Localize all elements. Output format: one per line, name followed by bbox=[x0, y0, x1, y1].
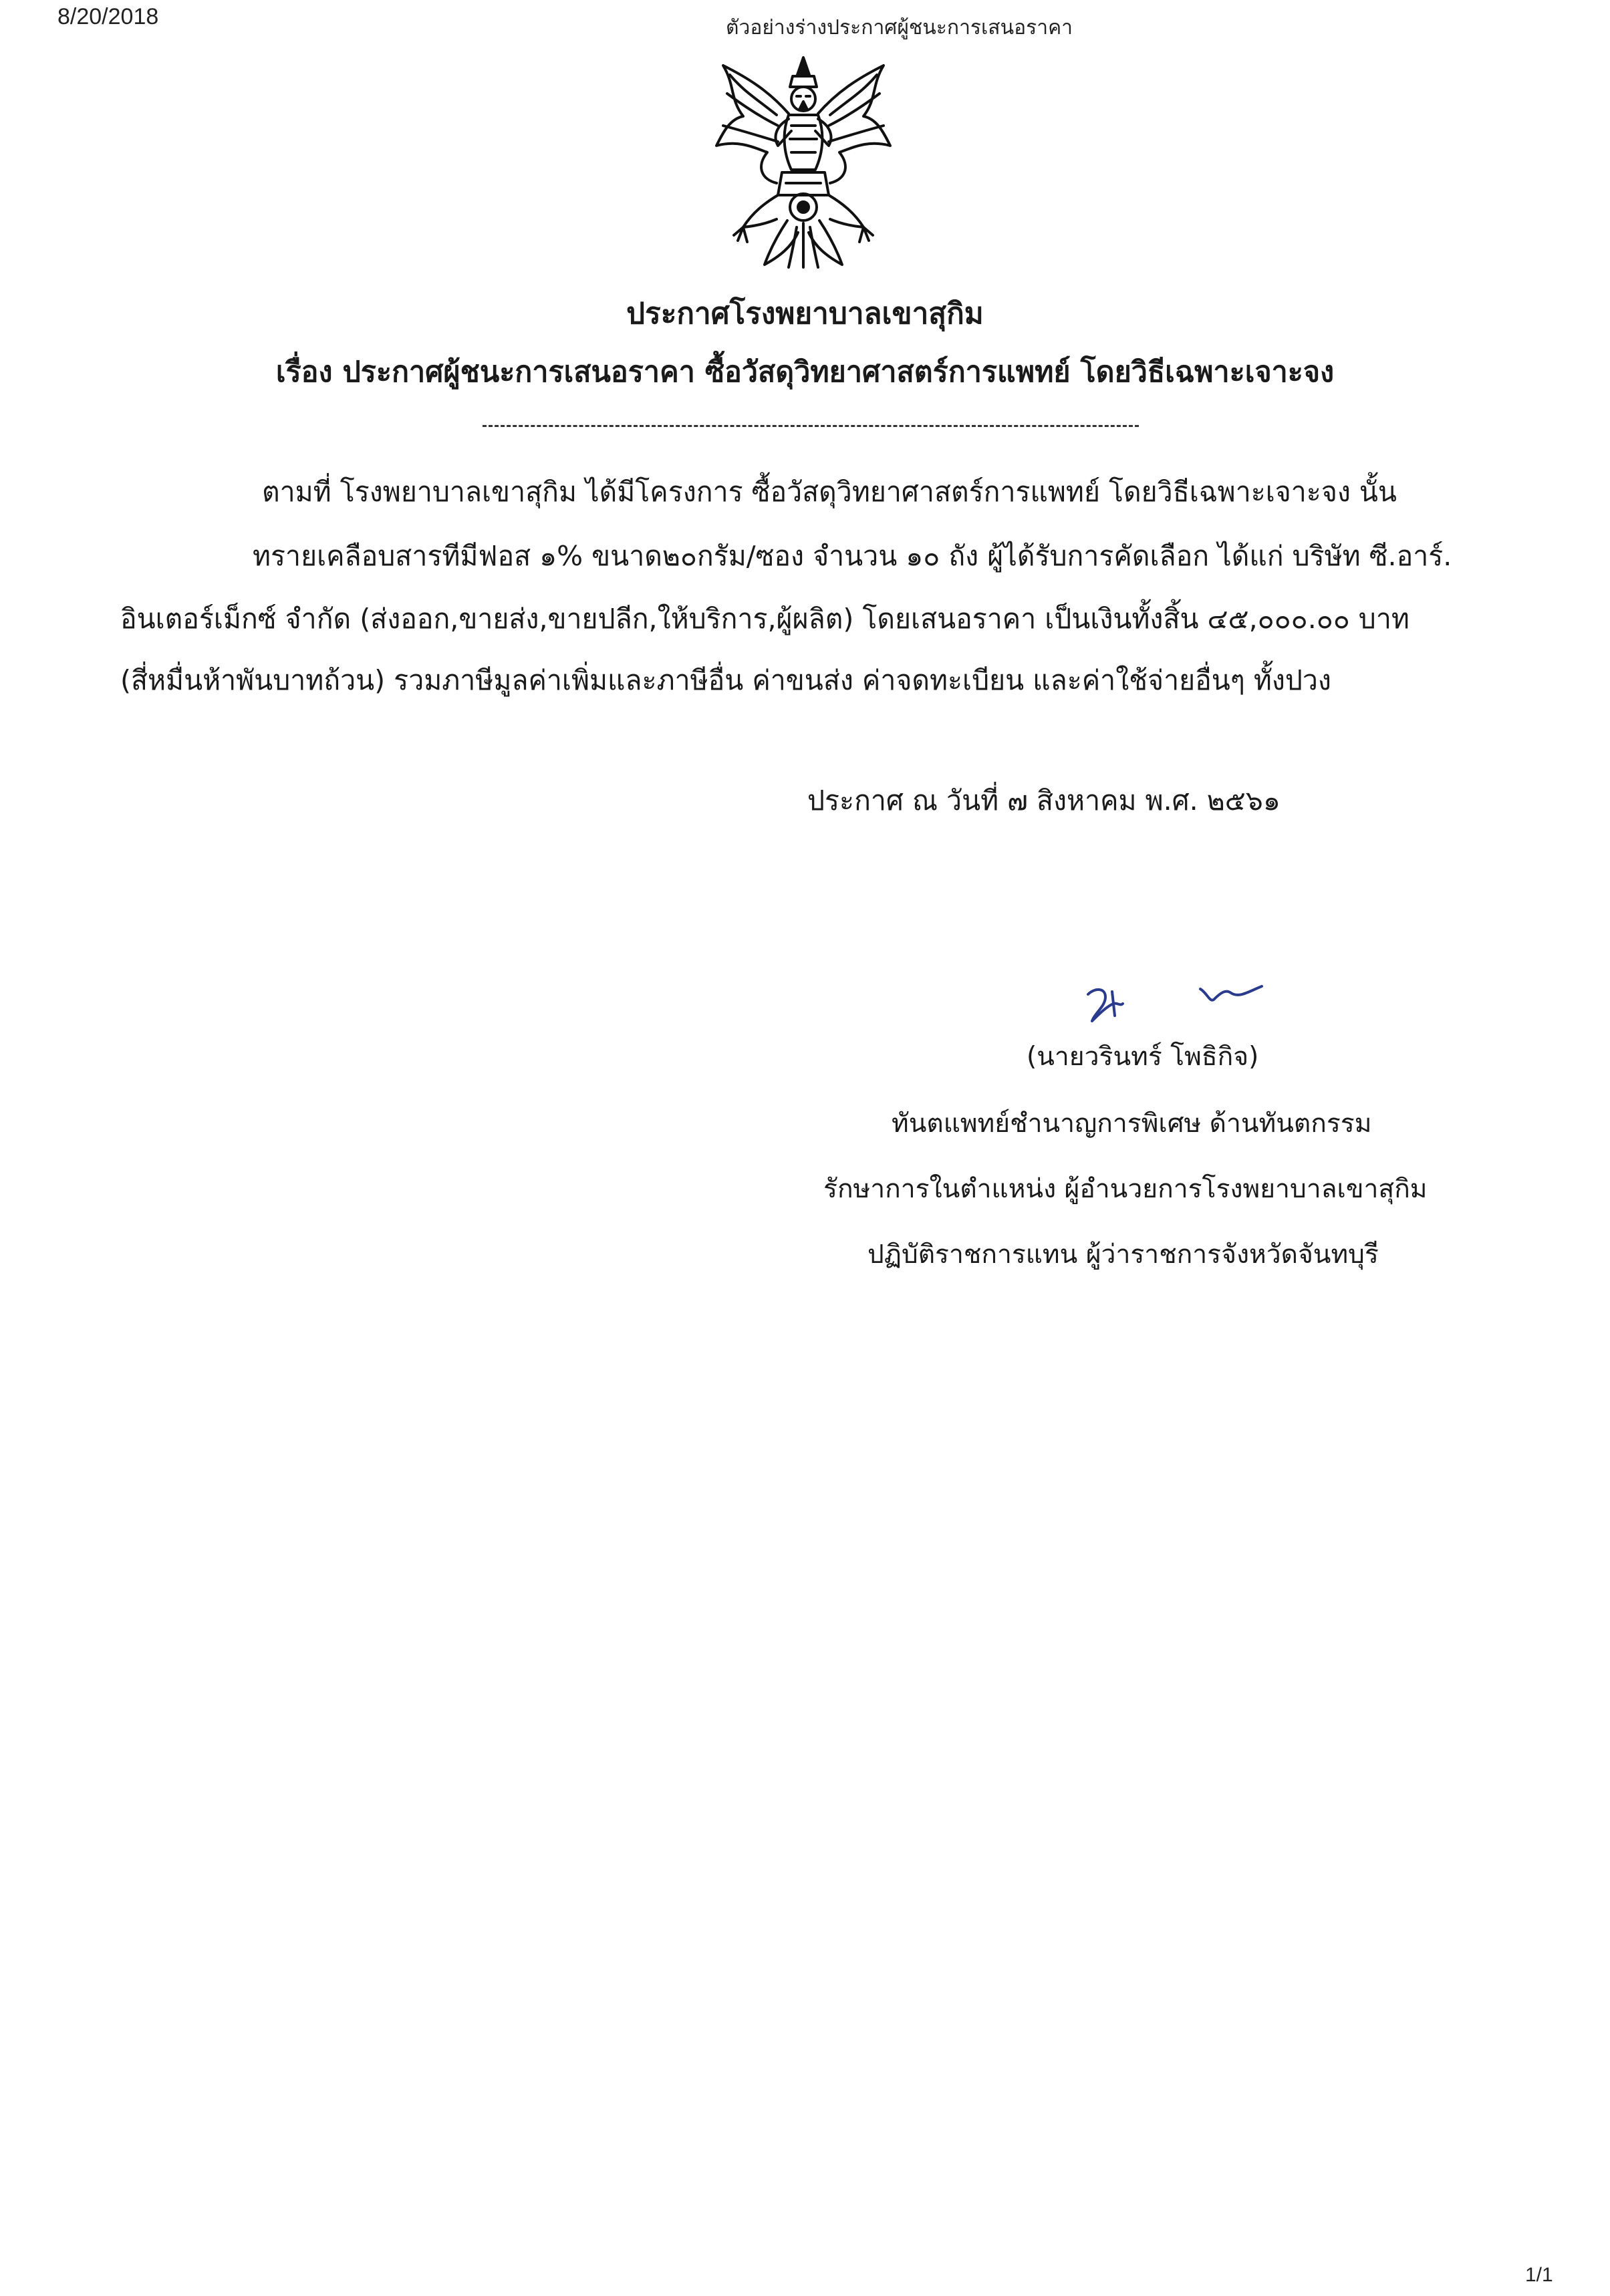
print-header-title: ตัวอย่างร่างประกาศผู้ชนะการเสนอราคา bbox=[726, 16, 1073, 39]
garuda-emblem-icon bbox=[703, 52, 904, 273]
announcement-subject: เรื่อง ประกาศผู้ชนะการเสนอราคา ซื้อวัสดุวิทยาศาสตร์การแพทย์ โดยวิธีเฉพาะเจาะจง bbox=[275, 355, 1335, 389]
announcement-title: ประกาศโรงพยาบาลเขาสุกิม bbox=[626, 297, 984, 331]
page-number: 1/1 bbox=[1525, 2264, 1553, 2286]
announcement-date: ประกาศ ณ วันที่ ๗ สิงหาคม พ.ศ. ๒๕๖๑ bbox=[807, 784, 1281, 817]
print-date: 8/20/2018 bbox=[57, 4, 159, 29]
signatory-name: (นายวรินทร์ โพธิกิจ) bbox=[1027, 1042, 1259, 1072]
dashed-divider bbox=[483, 425, 1139, 427]
signatory-position-3: ปฏิบัติราชการแทน ผู้ว่าราชการจังหวัดจันทบุรี bbox=[867, 1240, 1379, 1270]
handwritten-signature bbox=[1083, 962, 1270, 1042]
signatory-position-1: ทันตแพทย์ชำนาญการพิเศษ ด้านทันตกรรม bbox=[892, 1109, 1372, 1139]
body-paragraph-line-4: (สี่หมื่นห้าพันบาทถ้วน) รวมภาษีมูลค่าเพิ่มและภาษีอื่น ค่าขนส่ง ค่าจดทะเบียน และค่าใช้จ่ายอื่นๆ ทั้งปวง bbox=[120, 664, 1331, 696]
signatory-position-2: รักษาการในตำแหน่ง ผู้อำนวยการโรงพยาบาลเขาสุกิม bbox=[823, 1174, 1428, 1204]
body-paragraph-line-1: ตามที่ โรงพยาบาลเขาสุกิม ได้มีโครงการ ซื้อวัสดุวิทยาศาสตร์การแพทย์ โดยวิธีเฉพาะเจาะจง นั้น bbox=[262, 476, 1397, 508]
body-paragraph-line-3: อินเตอร์เม็กซ์ จำกัด (ส่งออก,ขายส่ง,ขายปลีก,ให้บริการ,ผู้ผลิต) โดยเสนอราคา เป็นเงินทั้งสิ้น ๔๕,๐๐๐.๐๐ บาท bbox=[120, 603, 1410, 635]
body-paragraph-line-2: ทรายเคลือบสารทีมีฟอส ๑% ขนาด๒๐กรัม/ซอง จำนวน ๑๐ ถัง ผู้ได้รับการคัดเลือก ได้แก่ บริษัท ซี.อาร์. bbox=[253, 540, 1452, 572]
